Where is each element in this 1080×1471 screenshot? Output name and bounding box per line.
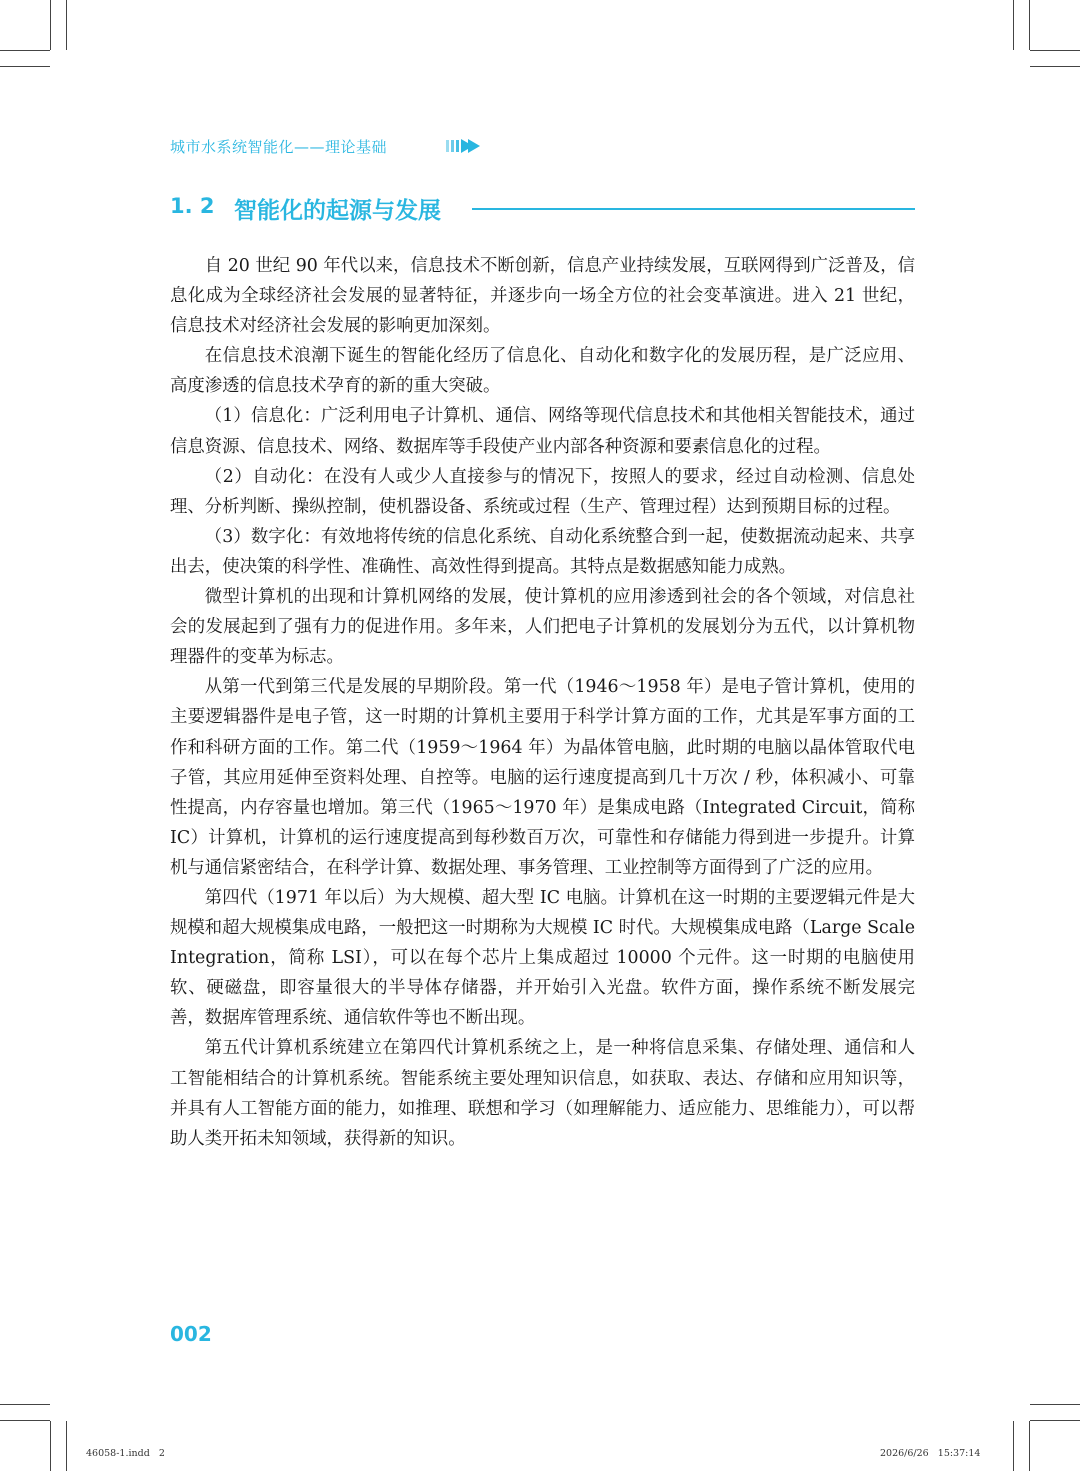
slug-timestamp: 2026/6/26 15:37:14: [880, 1448, 981, 1459]
section-number: 1. 2: [170, 194, 215, 218]
slug-file: 46058-1.indd 2: [86, 1448, 165, 1459]
body-text: [170, 251, 915, 1154]
paragraph: （2）自动化：在没有人或少人直接参与的情况下，按照人的要求，经过自动检测、信息处理、分析判断、操纵控制，使机器设备、系统或过程（生产、管理过程）达到预期目标的过程。: [170, 466, 915, 517]
paragraph: （1）信息化：广泛利用电子计算机、通信、网络等现代信息技术和其他相关智能技术，通过信息资源、信息技术、网络、数据库等手段使产业内部各种资源和要素信息化的过程。: [170, 406, 915, 457]
section-title: 智能化的起源与发展: [234, 198, 441, 224]
running-header: 城市水系统智能化——理论基础: [170, 138, 388, 156]
page-number: 002: [170, 1322, 212, 1346]
paragraph: 微型计算机的出现和计算机网络的发展，使计算机的应用渗透到社会的各个领域，对信息社会的发展起到了强有力的促进作用。多年来，人们把电子计算机的发展划分为五代，以计算机物理器件的变革为标志。: [170, 587, 915, 668]
arrows-icon: [446, 138, 486, 154]
paragraph: 从第一代到第三代是发展的早期阶段。第一代（1946～1958 年）是电子管计算机，使用的主要逻辑器件是电子管，这一时期的计算机主要用于科学计算方面的工作，尤其是军事方面的工作和科研方面的工作。第二代（1959～1964 年）为晶体管电脑，此时期的电脑以晶体管取代电子管，其应用延伸至资料处理、自控等。电脑的运行速度提高到几十万次 / 秒，体积减小、可靠性提高，内存容量也增加。第三代（1965～1970 年）是集成电路（Integrated Circuit，简称 IC）计算机，计算机的运行速度提高到每秒数百万次，可靠性和存储能力得到进一步提升。计算机与通信紧密结合，在科学计算、数据处理、事务管理、工业控制等方面得到了广泛的应用。: [170, 677, 915, 878]
paragraph: 第五代计算机系统建立在第四代计算机系统之上，是一种将信息采集、存储处理、通信和人工智能相结合的计算机系统。智能系统主要处理知识信息，如获取、表达、存储和应用知识等，并具有人工智能方面的能力，如推理、联想和学习（如理解能力、适应能力、思维能力），可以帮助人类开拓未知领域，获得新的知识。: [170, 1038, 915, 1149]
paragraph: 第四代（1971 年以后）为大规模、超大型 IC 电脑。计算机在这一时期的主要逻辑元件是大规模和超大规模集成电路，一般把这一时期称为大规模 IC 时代。大规模集成电路（Large Scale Integration，简称 LSI），可以在每个芯片上集成超过 10000 个元件。这一时期的电脑使用软、硬磁盘，即容量很大的半导体存储器，并开始引入光盘。软件方面，操作系统不断发展完善，数据库管理系统、通信软件等也不断出现。: [170, 887, 915, 1029]
paragraph: 在信息技术浪潮下诞生的智能化经历了信息化、自动化和数字化的发展历程，是广泛应用、高度渗透的信息技术孕育的新的重大突破。: [170, 346, 915, 397]
paragraph: （3）数字化：有效地将传统的信息化系统、自动化系统整合到一起，使数据流动起来、共享出去，使决策的科学性、准确性、高效性得到提高。其特点是数据感知能力成熟。: [170, 526, 915, 577]
section-heading: [170, 192, 915, 228]
section-rule: [472, 208, 915, 210]
paragraph: 自 20 世纪 90 年代以来，信息技术不断创新，信息产业持续发展，互联网得到广泛普及，信息化成为全球经济社会发展的显著特征，并逐步向一场全方位的社会变革演进。进入 21 世纪，信息技术对经济社会发展的影响更加深刻。: [170, 256, 915, 337]
